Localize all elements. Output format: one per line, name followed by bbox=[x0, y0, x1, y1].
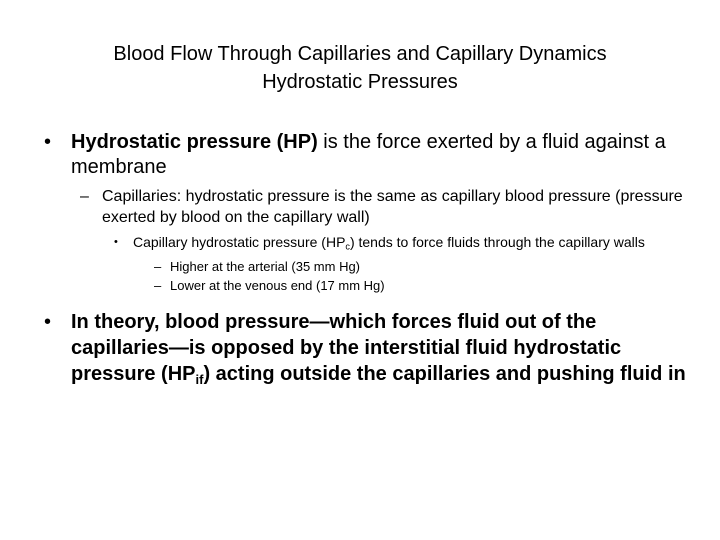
subbullet-text: Lower at the venous end (17 mm Hg) bbox=[170, 278, 385, 293]
subbullet-capillaries bbox=[80, 186, 694, 228]
subbullet-text: Higher at the arterial (35 mm Hg) bbox=[170, 259, 361, 274]
term-hydrostatic-pressure: Hydrostatic pressure (HP) bbox=[71, 131, 318, 153]
subbullet-text-pre: Capillary hydrostatic pressure (HP bbox=[133, 234, 346, 250]
slide-title bbox=[0, 40, 720, 96]
bullet-icon: • bbox=[44, 311, 52, 333]
title-line-1: Blood Flow Through Capillaries and Capillary Dynamics bbox=[113, 43, 607, 65]
definition-text: is the force exerted by a fluid against a membrane bbox=[71, 131, 666, 178]
subbullet-arterial bbox=[154, 257, 694, 276]
bullet-text-pre: In theory, blood pressure—which forces fluid out of the capillaries—is opposed by the interstitial fluid hydrostatic pressure (HP bbox=[71, 311, 622, 385]
bullet-in-theory bbox=[44, 309, 694, 387]
bullet-icon: • bbox=[44, 131, 52, 153]
subbullet-venous bbox=[154, 276, 694, 295]
subscript-if: if bbox=[195, 371, 204, 387]
dash-icon: – bbox=[154, 278, 162, 293]
subbullet-text: Capillaries: hydrostatic pressure is the same as capillary blood pressure (pressure exerted by blood on the capillary wall) bbox=[102, 188, 683, 226]
slide-body bbox=[44, 130, 694, 387]
title-line-2: Hydrostatic Pressures bbox=[262, 71, 458, 93]
bullet-icon: • bbox=[114, 236, 118, 248]
subbullet-text-post: ) tends to force fluids through the capillary walls bbox=[349, 234, 645, 250]
subbullet-capillary-hp bbox=[114, 233, 694, 252]
bullet-text-post: ) acting outside the capillaries and pushing fluid in bbox=[203, 363, 686, 385]
dash-icon: – bbox=[80, 188, 89, 205]
subscript-c: c bbox=[345, 241, 350, 252]
dash-icon: – bbox=[154, 259, 162, 274]
bullet-hydrostatic-pressure bbox=[44, 130, 694, 180]
